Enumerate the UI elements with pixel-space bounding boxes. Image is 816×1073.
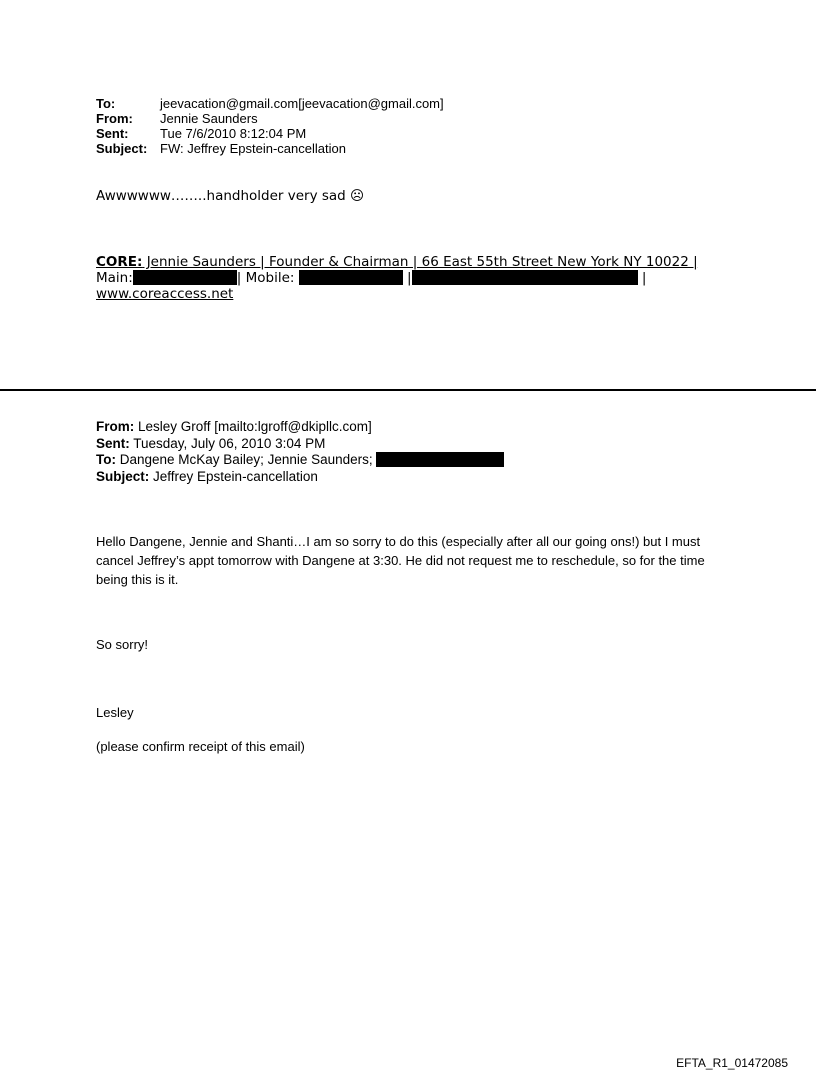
message-paragraph-2: So sorry! — [96, 637, 149, 652]
original-header — [96, 419, 504, 485]
signature-end-sep: | — [637, 270, 647, 286]
orig-sent-value: Tuesday, July 06, 2010 3:04 PM — [129, 435, 326, 451]
redaction-main — [133, 270, 237, 285]
subject-label: Subject: — [96, 141, 148, 156]
signature-line1: Jennie Saunders | Founder & Chairman | 66 East 55th Street New York NY 10022 | — [142, 254, 698, 270]
orig-subject-value: Jeffrey Epstein-cancellation — [149, 468, 318, 484]
document-id: EFTA_R1_01472085 — [676, 1056, 788, 1070]
signature-mobile-label: | Mobile: — [236, 270, 299, 286]
forward-header — [96, 96, 444, 156]
signature-website-link[interactable]: www.coreaccess.net — [96, 286, 234, 302]
orig-subject-label: Subject: — [96, 468, 150, 484]
message-paragraph-1: Hello Dangene, Jennie and Shanti…I am so sorry to do this (especially after all our going ons!) but I must cancel Jeffrey’s appt tomorrow with Dangene at 3:30. He did not request me to reschedule, so for the time being this is it. — [96, 534, 705, 587]
orig-to-value: Dangene McKay Bailey; Jennie Saunders; — [116, 452, 377, 467]
signature-core: CORE: — [96, 254, 143, 270]
sent-label: Sent: — [96, 126, 129, 141]
orig-from-value: Lesley Groff [mailto:lgroff@dkipllc.com] — [134, 419, 372, 434]
orig-to-label: To: — [96, 452, 116, 467]
from-label: From: — [96, 111, 133, 126]
orig-from-label: From: — [96, 419, 135, 434]
redaction-mobile — [299, 270, 403, 285]
forward-body: Awwwwww……..handholder very sad ☹ — [96, 188, 365, 204]
signature-main-label: Main: — [96, 270, 133, 286]
from-value: Jennie Saunders — [160, 111, 258, 126]
sent-value: Tue 7/6/2010 8:12:04 PM — [160, 126, 307, 141]
message-paragraph-3: Lesley — [96, 705, 134, 720]
separator-line — [0, 389, 816, 391]
redaction-recipient — [376, 452, 504, 467]
to-value: jeevacation@gmail.com[jeevacation@gmail.com] — [160, 96, 444, 111]
orig-sent-label: Sent: — [96, 435, 130, 451]
message-paragraph-4: (please confirm receipt of this email) — [96, 739, 305, 754]
redaction-email — [412, 270, 638, 285]
subject-value: FW: Jeffrey Epstein-cancellation — [160, 141, 346, 156]
signature-block — [96, 254, 736, 302]
to-label: To: — [96, 96, 116, 111]
signature-sep: | — [407, 270, 412, 286]
